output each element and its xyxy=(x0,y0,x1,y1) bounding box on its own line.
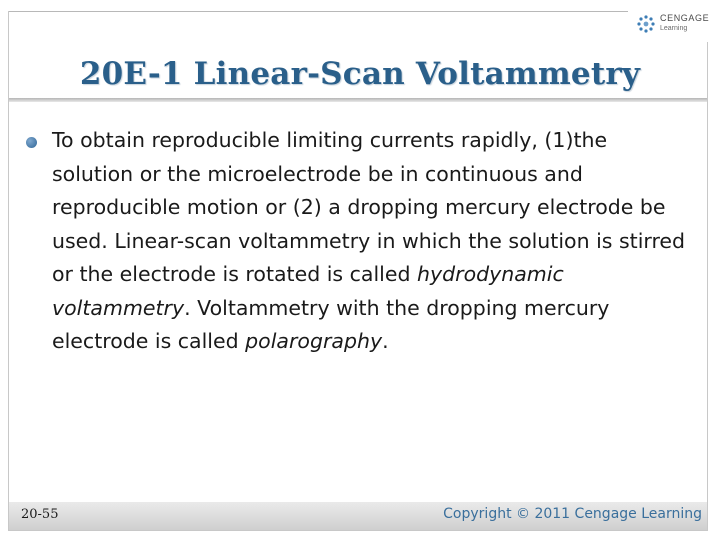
title-divider xyxy=(9,98,707,102)
cengage-logo xyxy=(628,6,716,42)
bullet-paragraph xyxy=(52,124,692,359)
paragraph-text-3: . xyxy=(382,329,389,353)
slide-title: 20E-1 Linear-Scan Voltammetry xyxy=(79,56,641,92)
top-border-line xyxy=(9,11,629,12)
logo-wordmark: CENGAGE xyxy=(660,13,710,23)
paragraph-text-2: . Voltammetry with the dropping mercury electrode is called xyxy=(52,295,610,353)
term-polarography: polarography xyxy=(245,329,383,353)
logo-subtext: Learning xyxy=(660,25,688,32)
paragraph-text-1: To obtain reproducible limiting currents rapidly, (1)the solution or the microelectrode be in continuous and reproducible motion or (2) a dropping mercury electrode be used. Linear-scan voltammetry in which the solution is stirred or the electrode is rotated is called xyxy=(52,128,686,286)
copyright-text: Copyright © 2011 Cengage Learning xyxy=(443,506,702,522)
cengage-logo-icon xyxy=(636,14,656,34)
term-hydrodynamic-voltammetry: hydrodynamic voltammetry xyxy=(52,262,564,320)
slide-number: 20-55 xyxy=(21,507,59,522)
bullet-icon xyxy=(26,137,37,148)
